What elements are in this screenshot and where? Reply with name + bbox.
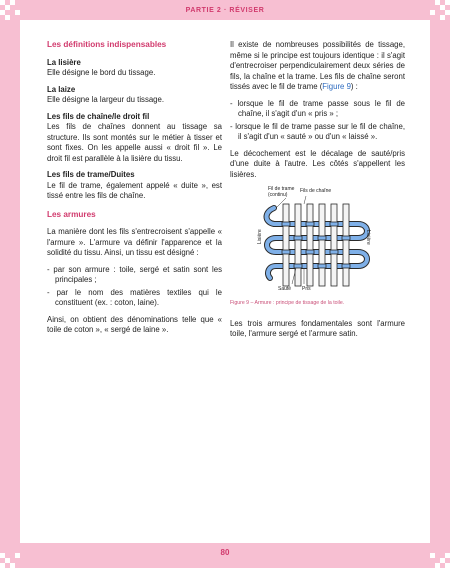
text-armures-fondamentales: Les trois armures fondamentales sont l'armure toile, l'armure sergé et l'armure satin. (230, 318, 405, 338)
page-number: 80 (220, 548, 230, 557)
label-pris: Pris (302, 286, 311, 292)
section-title-definitions: Les définitions indispensables (47, 40, 167, 49)
weft-thread (267, 208, 368, 278)
list-item-matieres: - par le nom des matières textiles qui le constituent (ex. : coton, laine). (47, 287, 222, 307)
list-item-pris: - lorsque le fil de trame passe sous le fil de chaîne, il s'agit d'un « pris » ; (230, 98, 405, 118)
label-saute: Sauté (278, 286, 292, 292)
label-lisiere-left: Lisière (257, 229, 263, 244)
label-fils-chaine: Fils de chaîne (300, 188, 332, 194)
subtitle-fils-trame: Les fils de trame/Duites (47, 170, 135, 179)
text-lisiere: Elle désigne le bord du tissage. (47, 68, 156, 77)
list-item-armure: - par son armure : toile, sergé et satin sont les principales ; (47, 264, 222, 284)
section-header: PARTIE 2 · RÉVISER (185, 6, 265, 14)
text-fils-trame: Le fil de trame, également appelé « duite », est tissé entre les fils de chaîne. (47, 180, 222, 200)
text-laize: Elle désigne la largeur du tissage. (47, 95, 165, 104)
warp-threads (283, 204, 349, 286)
header-bar (0, 0, 450, 20)
leader-chaine (304, 196, 306, 204)
subtitle-laize: La laize (47, 84, 76, 94)
text-decochement: Le décochement est le décalage de sauté/pris d'une duite à l'autre. Les côtés s'appellent les lisières. (230, 148, 405, 179)
text-principe-tissage: Il existe de nombreuses possibilités de tissage, même si le principe est toujours identique : il s'agit d'entrecroiser perpendiculairement deux séries de fils, la chaîne et la trame. Les fils de chaîne seront tissés avec le fil de trame (Figure 9) : (230, 40, 405, 91)
subtitle-lisiere: La lisière (47, 57, 81, 67)
subtitle-fils-chaine: Les fils de chaîne/le droit fil (47, 111, 150, 121)
figure-reference-link[interactable]: Figure 9 (322, 82, 351, 91)
weft-over-segments (282, 222, 350, 268)
list-item-saute: - lorsque le fil de trame passe sur le fil de chaîne, il s'agit d'un « sauté » ou d'un « laissé ». (230, 121, 405, 141)
text-conclusion: Ainsi, on obtient des dénominations telle que « toile de coton », « sergé de laine ». (47, 314, 222, 334)
text-fils-chaine: Les fils de chaînes donnent au tissage sa structure. Ils sont montés sur le métier à tisser et sont fixes. On les appelle aussi « droit fil ». Le droit fil est parallèle à la lisière du tissu. (47, 122, 222, 163)
text-armures-intro: La manière dont les fils s'entrecroisent s'appelle « l'armure ». L'armure va définir l'apparence et la solidité du tissu. Ainsi, un tissu est désigné : (47, 227, 222, 257)
label-lisiere-right: Lisière (365, 230, 371, 245)
weave-figure (230, 186, 405, 296)
figure-caption: Figure 9 – Armure : principe de tissage de la toile. (230, 300, 345, 306)
right-column (230, 40, 405, 346)
label-fil-trame: Fil de trame (continu) (268, 186, 295, 198)
left-column (47, 40, 222, 342)
page (20, 20, 430, 543)
section-title-armures: Les armures (47, 209, 96, 219)
